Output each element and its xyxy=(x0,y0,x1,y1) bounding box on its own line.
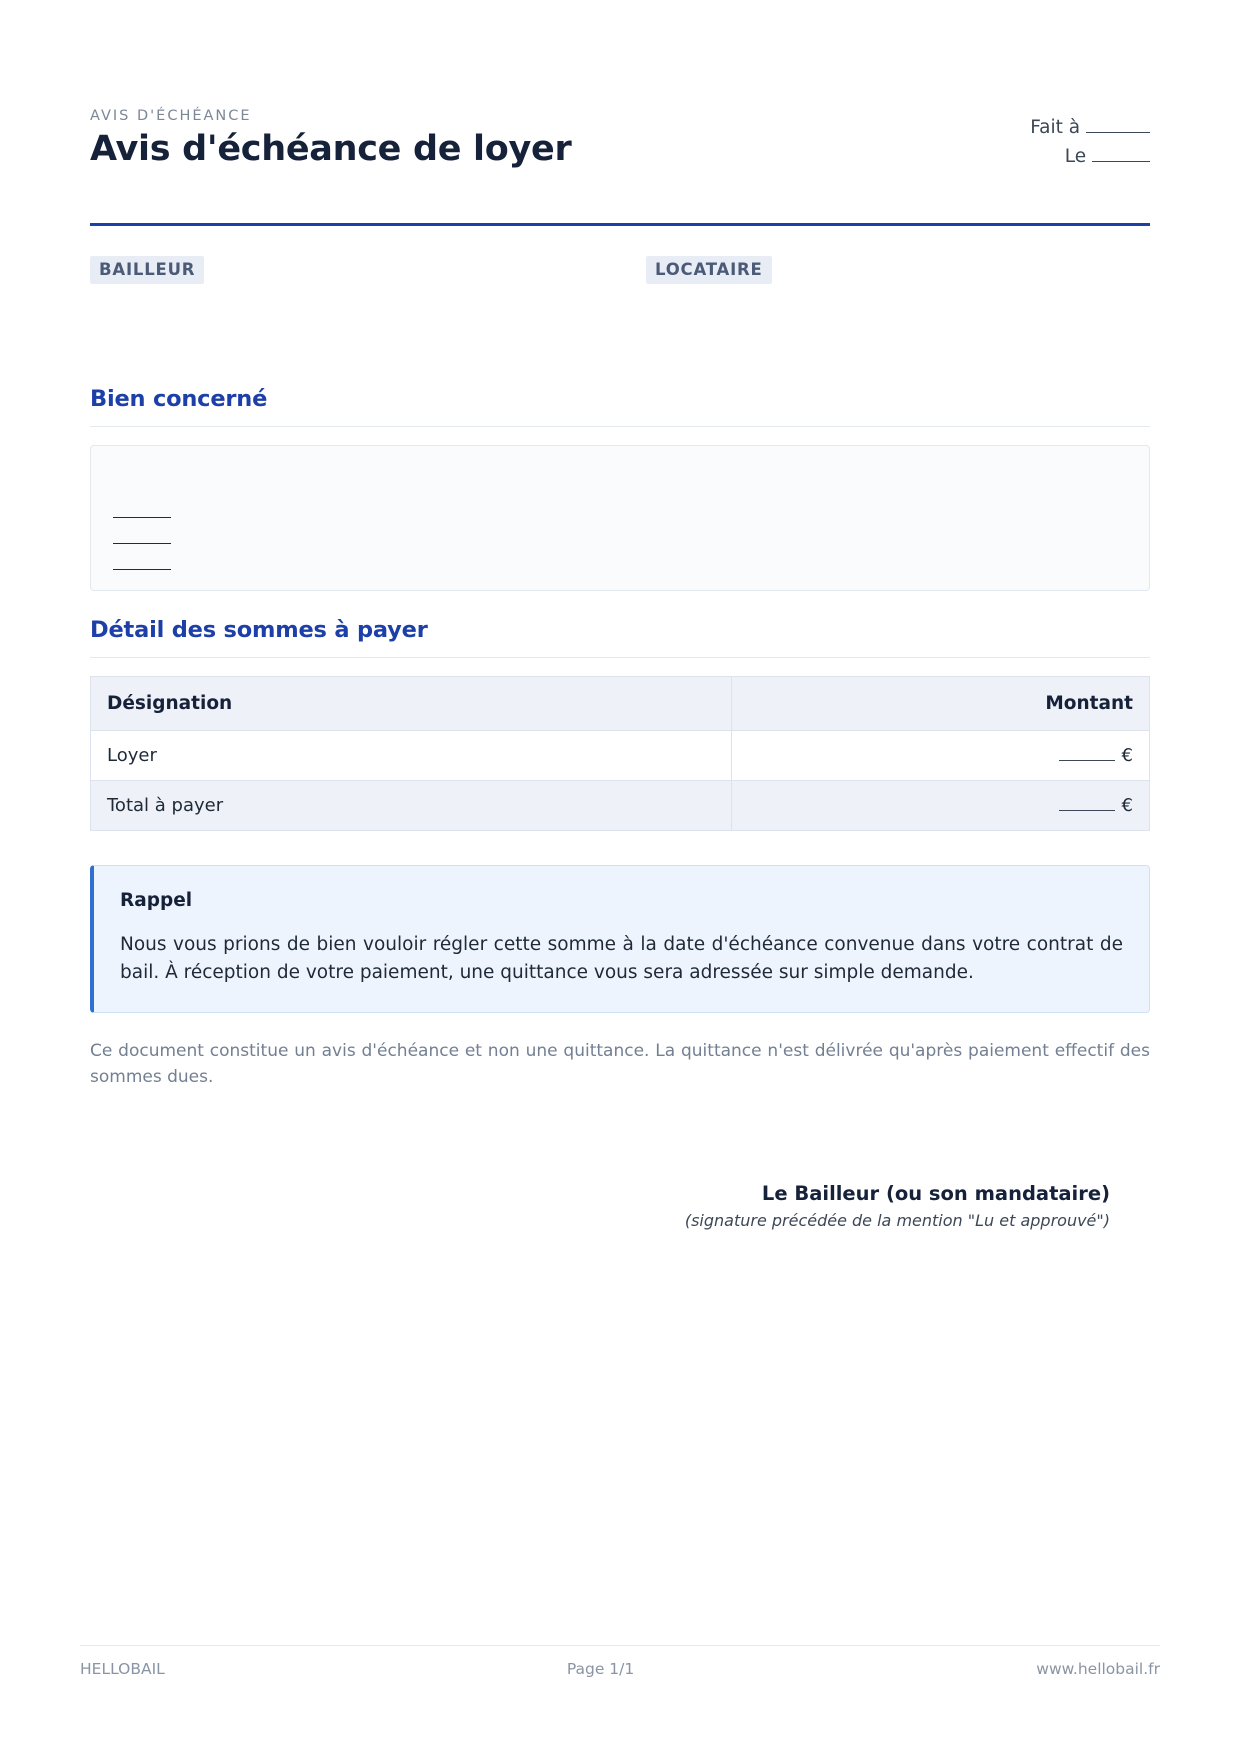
date-input-line[interactable] xyxy=(1092,161,1150,162)
table-row xyxy=(91,781,1150,831)
page-footer xyxy=(80,1645,1160,1678)
table-header-row xyxy=(91,677,1150,731)
cell-amount-total[interactable] xyxy=(731,781,1149,831)
amounts-section xyxy=(90,617,1150,831)
document-header xyxy=(90,0,1150,171)
footer-brand: HELLOBAIL xyxy=(80,1660,165,1678)
amounts-section-title: Détail des sommes à payer xyxy=(90,617,428,644)
amounts-table xyxy=(90,676,1150,831)
header-divider xyxy=(90,223,1150,226)
cell-designation-total: Total à payer xyxy=(91,781,732,831)
landlord-badge: BAILLEUR xyxy=(90,256,204,284)
place-field-row xyxy=(1030,114,1150,143)
place-input-line[interactable] xyxy=(1086,132,1150,133)
property-section-rule xyxy=(90,426,1150,427)
parties-row xyxy=(90,256,1150,376)
footer-page-number: Page 1/1 xyxy=(566,1660,635,1678)
property-line-2[interactable] xyxy=(113,518,171,544)
property-section xyxy=(90,386,1150,591)
tenant-block xyxy=(620,256,1150,376)
property-line-3[interactable] xyxy=(113,544,171,570)
signature-subtitle: (signature précédée de la mention "Lu et approuvé") xyxy=(684,1211,1110,1231)
reminder-callout xyxy=(90,865,1150,1013)
property-line-1[interactable] xyxy=(113,492,171,518)
column-header-montant: Montant xyxy=(731,677,1149,731)
currency-symbol-total: € xyxy=(1121,795,1133,817)
header-place-date-block xyxy=(1030,108,1150,171)
tenant-badge: LOCATAIRE xyxy=(646,256,772,284)
column-header-designation: Désignation xyxy=(91,677,732,731)
signature-block xyxy=(90,1182,1150,1230)
amount-input-line-loyer[interactable] xyxy=(1059,760,1115,761)
landlord-block xyxy=(90,256,620,376)
reminder-body: Nous vous prions de bien vouloir régler cette somme à la date d'échéance convenue dans votre contrat de bail. À réception de votre paiement, une quittance vous sera adressée sur simple demande. xyxy=(120,934,1123,983)
amounts-section-rule xyxy=(90,657,1150,658)
amounts-table-head xyxy=(91,677,1150,731)
reminder-title: Rappel xyxy=(120,890,193,912)
cell-designation-loyer: Loyer xyxy=(91,731,732,781)
header-title-block xyxy=(90,108,571,169)
table-row xyxy=(91,731,1150,781)
cell-amount-loyer[interactable] xyxy=(731,731,1149,781)
property-details-box xyxy=(90,445,1150,591)
property-section-title: Bien concerné xyxy=(90,386,268,413)
date-field-row xyxy=(1030,143,1150,172)
document-kicker: AVIS D'ÉCHÉANCE xyxy=(90,108,252,124)
place-label: Fait à xyxy=(1030,117,1081,138)
date-label: Le xyxy=(1064,145,1087,167)
page-title: Avis d'échéance de loyer xyxy=(90,129,572,169)
disclaimer-text: Ce document constitue un avis d'échéance et non une quittance. La quittance n'est délivrée qu'après paiement effectif des sommes dues. xyxy=(90,1041,1150,1087)
amounts-table-body xyxy=(91,731,1150,831)
currency-symbol-loyer: € xyxy=(1121,745,1133,767)
amount-input-line-total[interactable] xyxy=(1059,810,1115,811)
signature-title: Le Bailleur (ou son mandataire) xyxy=(761,1182,1110,1206)
footer-website: www.hellobail.fr xyxy=(1036,1660,1160,1678)
